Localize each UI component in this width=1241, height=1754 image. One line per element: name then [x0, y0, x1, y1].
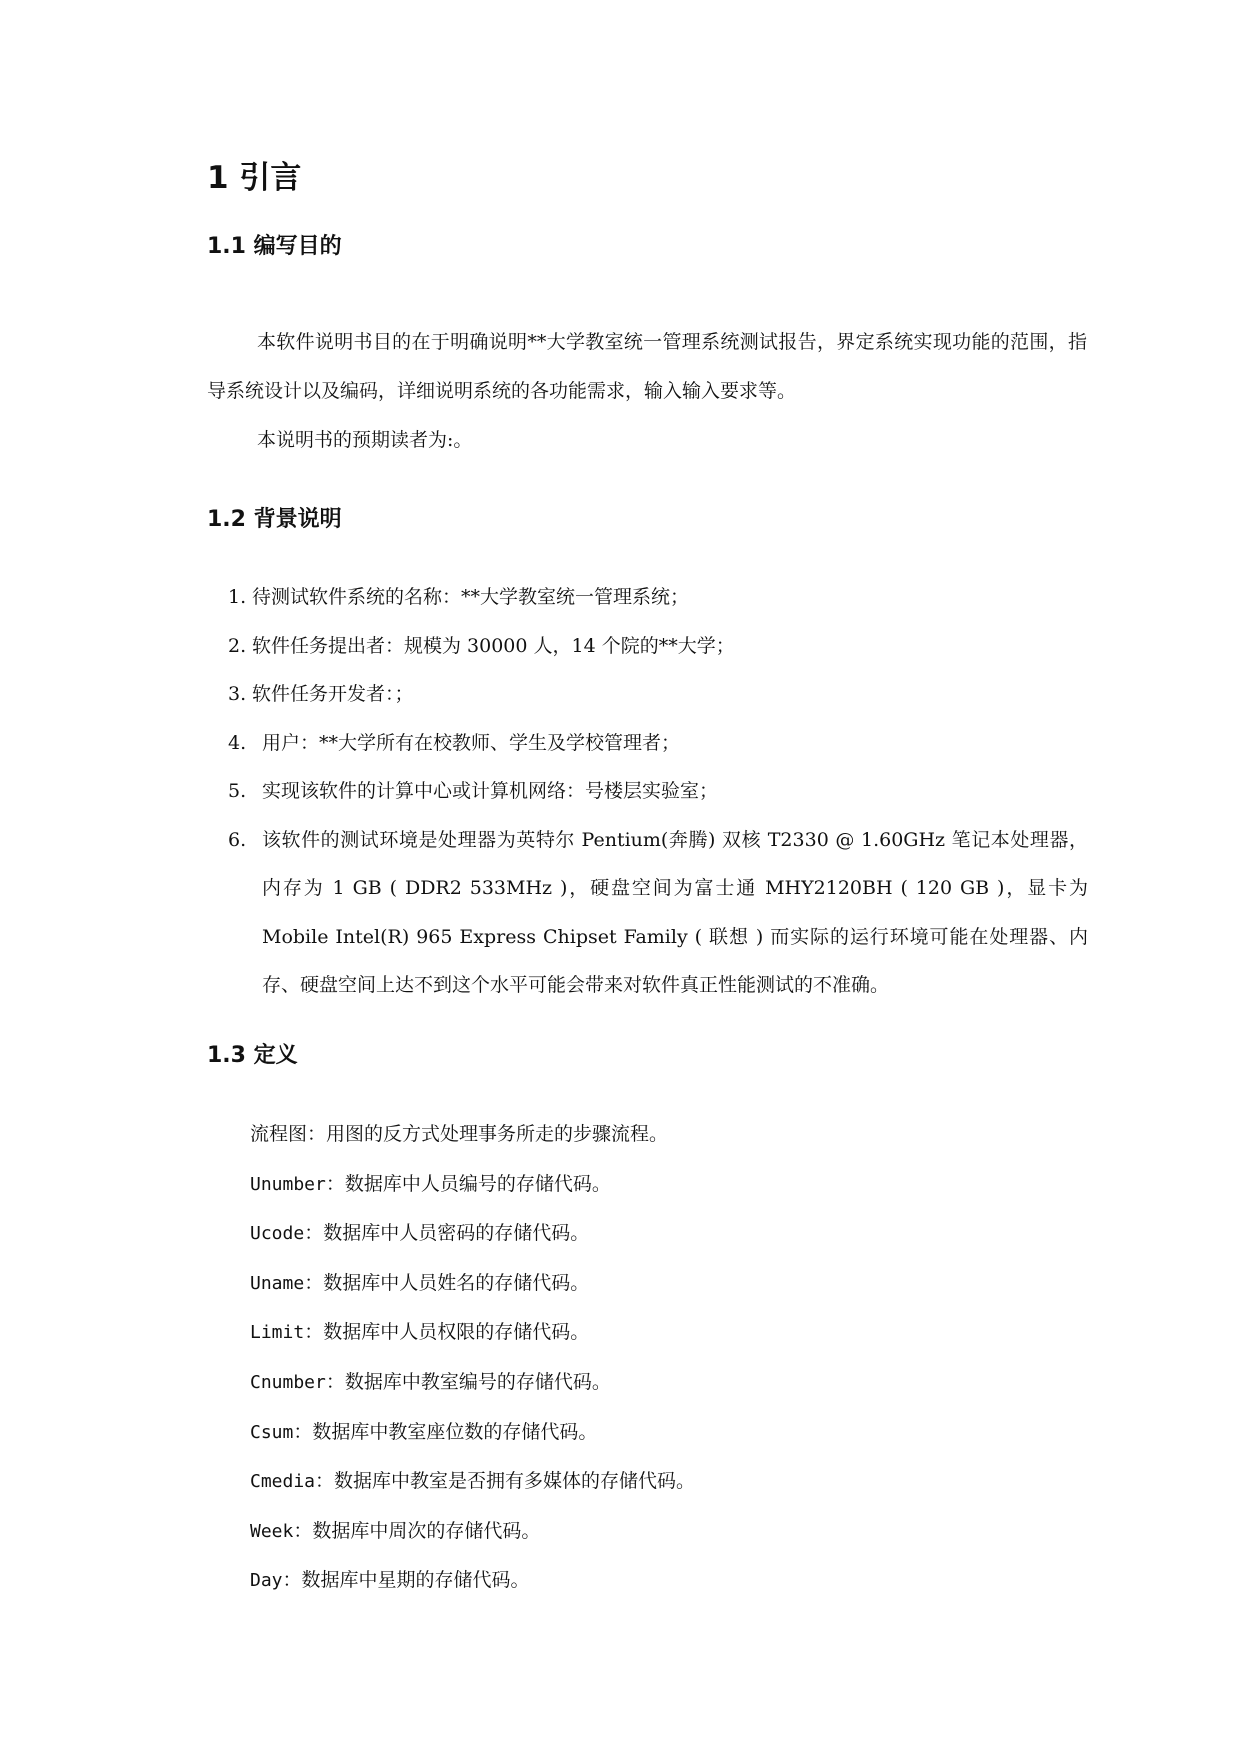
list-item-number: 1. [228, 586, 247, 608]
definition-term: Day [250, 1570, 283, 1592]
definition-item [250, 1308, 1090, 1358]
definition-text: ：数据库中周次的存储代码。 [293, 1519, 541, 1542]
list-item-number: 4. [228, 731, 247, 754]
definition-item [250, 1457, 1090, 1507]
definition-text: ：数据库中教室座位数的存储代码。 [293, 1420, 598, 1443]
definition-term: Limit [250, 1322, 305, 1344]
list-item-text: 软件任务提出者：规模为 30000 人，14 个院的**大学； [252, 634, 735, 657]
list-item [228, 622, 1088, 671]
definitions-list [250, 1110, 1090, 1606]
list-item-number: 6. [228, 828, 247, 851]
definition-term: Csum [250, 1421, 294, 1443]
section-heading-purpose: 1.1 编写目的 [207, 234, 342, 259]
definition-item [250, 1507, 1090, 1557]
definition-text: ：数据库中人员编号的存储代码。 [325, 1172, 611, 1195]
purpose-paragraph: 本软件说明书目的在于明确说明**大学教室统一管理系统测试报告，界定系统实现功能的范围，指导系统设计以及编码，详细说明系统的各功能需求，输入输入要求等。 [207, 331, 1087, 402]
list-item-number: 5. [228, 780, 247, 802]
definition-text: ：数据库中教室编号的存储代码。 [325, 1370, 611, 1393]
list-item [228, 573, 1088, 622]
definition-term: Unumber [250, 1173, 326, 1195]
definition-item [250, 1358, 1090, 1408]
definition-item [250, 1110, 1090, 1160]
definition-term: Uname [250, 1272, 305, 1294]
list-item-number: 2. [228, 634, 247, 657]
definition-text: 流程图：用图的反方式处理事务所走的步骤流程。 [250, 1123, 669, 1145]
list-item [228, 719, 1088, 768]
definition-item [250, 1209, 1090, 1259]
section-heading-background: 1.2 背景说明 [207, 507, 342, 532]
definition-term: Cmedia [250, 1471, 316, 1493]
definition-item [250, 1556, 1090, 1606]
list-item-text: 该软件的测试环境是处理器为英特尔 Pentium(奔腾) 双核 T2330 @ 1.60GHz 笔记本处理器，内存为 1 GB ( DDR2 533MHz )，硬盘空间为富士通 MHY2120BH ( 120 GB )，显卡为 Mobile Intel(R) 965 Express Chipset Family ( 联想 ) 而实际的运行环境可能在处理器、内存、硬盘空间上达不到这个水平可能会带来对软件真正性能测试的不准确。 [262, 828, 1088, 996]
definition-text: ：数据库中人员姓名的存储代码。 [304, 1271, 590, 1294]
definition-item [250, 1160, 1090, 1210]
definition-text: ：数据库中教室是否拥有多媒体的存储代码。 [315, 1470, 696, 1493]
list-item-text: 待测试软件系统的名称：**大学教室统一管理系统； [252, 586, 690, 608]
background-list [228, 573, 1088, 1010]
definition-term: Week [250, 1520, 294, 1542]
definition-text: ：数据库中人员密码的存储代码。 [304, 1222, 590, 1245]
list-item-text: 软件任务开发者：； [252, 683, 414, 705]
list-item [228, 767, 1088, 816]
list-item [228, 670, 1088, 719]
definition-text: ：数据库中星期的存储代码。 [282, 1569, 530, 1592]
definition-term: Ucode [250, 1223, 305, 1245]
list-item-number: 3. [228, 683, 247, 705]
list-item [228, 816, 1088, 1010]
section-heading-definitions: 1.3 定义 [207, 1043, 298, 1068]
definition-term: Cnumber [250, 1371, 326, 1393]
list-item-text: 用户：**大学所有在校教师、学生及学校管理者； [262, 731, 681, 754]
chapter-heading: 1 引言 [207, 160, 302, 196]
list-item-text: 实现该软件的计算中心或计算机网络：号楼层实验室； [262, 780, 719, 802]
readers-paragraph: 本说明书的预期读者为:。 [257, 429, 473, 451]
definition-item [250, 1408, 1090, 1458]
definition-text: ：数据库中人员权限的存储代码。 [304, 1321, 590, 1344]
definition-item [250, 1259, 1090, 1309]
